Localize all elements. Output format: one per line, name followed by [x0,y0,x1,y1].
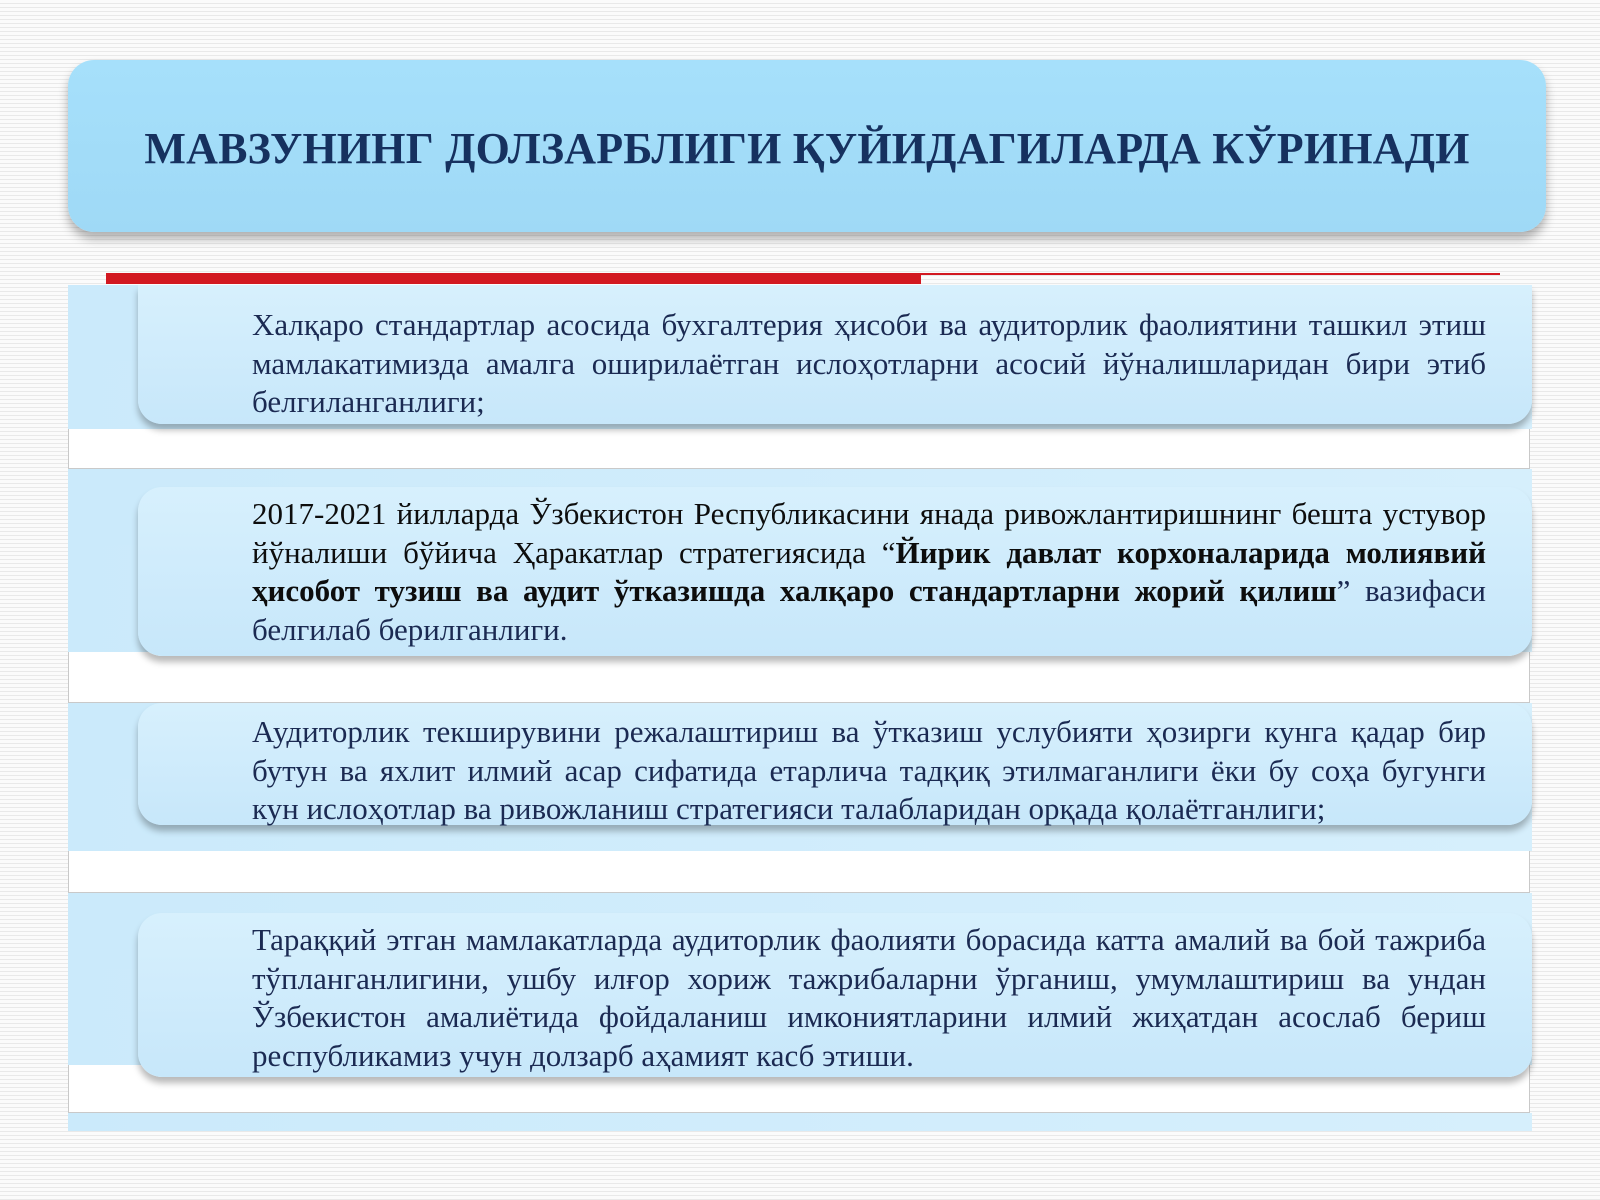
item-text: Халқаро стандартлар асосида бухгалтерия ҳисоби ва аудиторлик фаолиятини ташкил этиш мамлакатимизда амалга оширилаётган ислоҳотларни асосий йўналишларидан бири этиб белгиланганлиги; [252,307,1486,419]
item-tab [68,703,140,779]
item-text-end: ” вазифаси белгилаб берилганлиги. [252,573,1487,647]
item-tab [68,469,140,545]
list-item [68,893,1532,1113]
title-banner [68,60,1546,232]
item-text-start: 2017-2021 йилларда Ўзбекистон Республикасини янада ривожлантиришнинг бешта устувор йўналиши бўйича Ҳаракатлар стратегиясида “ [252,496,1486,570]
slide-title: МАВЗУНИНГ ДОЛЗАРБЛИГИ ҚУЙИДАГИЛАРДА КЎРИНАДИ [144,123,1470,173]
list-item [68,285,1532,469]
item-text [252,495,1486,649]
divider-accent-bar [106,273,921,284]
item-callout [138,703,1532,825]
list-item [68,703,1532,893]
item-callout [138,487,1532,656]
item-text-bold: Йирик давлат корхоналарида молиявий ҳисобот тузиш ва аудит ўтказишда халқаро стандартларни жорий қилиш [252,534,1486,608]
item-tab [68,285,140,361]
list-item [68,469,1532,703]
bottom-band [68,1113,1532,1131]
item-text: Аудиторлик текширувини режалаштириш ва ўтказиш услубияти ҳозирги кунга қадар бир бутун ва яхлит илмий асар сифатида етарлича тадқиқ этилмаганлиги ёки бу соҳа бугунги кун ислоҳотлар ва ривожланиш стратегияси талабларидан орқада қолаётганлиги; [252,714,1486,826]
item-tab [68,893,140,969]
item-callout [138,285,1532,424]
item-text: Тараққий этган мамлакатларда аудиторлик фаолияти борасида катта амалий ва бой тажриба тўпланганлигини, ушбу илғор хориж тажрибаларни ўрганиш, умумлаштириш ва ундан Ўзбекистон амалиётида фойдаланиш имкониятларини илмий жиҳатдан асослаб бериш республикамиз учун долзарб аҳамият касб этиши. [252,922,1486,1073]
item-callout [138,913,1532,1077]
